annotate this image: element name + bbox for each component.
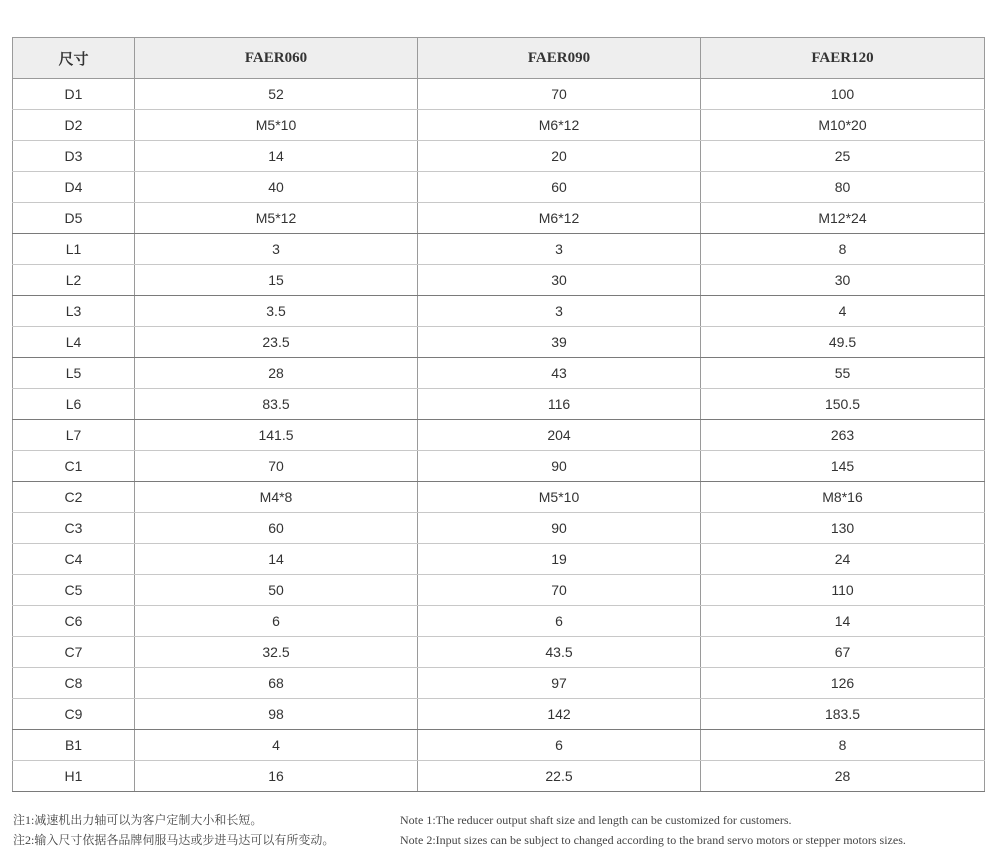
header-size: 尺寸 [13, 38, 135, 79]
note-en-2: Note 2:Input sizes can be subject to changed according to the brand servo motors or stepper motors sizes. [400, 833, 906, 847]
table-cell: 60 [418, 172, 701, 203]
table-cell: 14 [135, 141, 418, 172]
table-cell: 14 [701, 606, 985, 637]
table-cell: 145 [701, 451, 985, 482]
table-cell: 97 [418, 668, 701, 699]
table-row [13, 389, 985, 420]
table-header-row [13, 38, 985, 79]
table-row [13, 606, 985, 637]
row-label: D3 [13, 141, 135, 172]
table-cell: M5*12 [135, 203, 418, 234]
table-cell: 55 [701, 358, 985, 389]
table-cell: 70 [418, 79, 701, 110]
table-cell: 8 [701, 730, 985, 761]
table-row [13, 451, 985, 482]
table-row [13, 110, 985, 141]
table-cell: 3.5 [135, 296, 418, 327]
table-cell: 70 [418, 575, 701, 606]
table-row [13, 296, 985, 327]
table-cell: 50 [135, 575, 418, 606]
row-label: D5 [13, 203, 135, 234]
row-label: L5 [13, 358, 135, 389]
table-cell: 60 [135, 513, 418, 544]
row-label: C3 [13, 513, 135, 544]
table-cell: 130 [701, 513, 985, 544]
table-cell: 8 [701, 234, 985, 265]
row-label: C5 [13, 575, 135, 606]
table-row [13, 482, 985, 513]
table-cell: M10*20 [701, 110, 985, 141]
table-row [13, 637, 985, 668]
table-cell: M4*8 [135, 482, 418, 513]
table-cell: 3 [418, 296, 701, 327]
table-cell: 3 [135, 234, 418, 265]
table-cell: 25 [701, 141, 985, 172]
table-row [13, 172, 985, 203]
note-cn-1: 注1:减速机出力轴可以为客户定制大小和长短。 [13, 813, 263, 827]
table-cell: 204 [418, 420, 701, 451]
table-cell: M5*10 [418, 482, 701, 513]
table-cell: 6 [418, 606, 701, 637]
table-cell: 98 [135, 699, 418, 730]
row-label: C2 [13, 482, 135, 513]
table-row [13, 327, 985, 358]
table-cell: 150.5 [701, 389, 985, 420]
table-cell: 6 [418, 730, 701, 761]
table-cell: 90 [418, 451, 701, 482]
table-cell: 4 [701, 296, 985, 327]
table-cell: 15 [135, 265, 418, 296]
row-label: L4 [13, 327, 135, 358]
table-cell: 30 [418, 265, 701, 296]
table-cell: 3 [418, 234, 701, 265]
table-row [13, 203, 985, 234]
notes-chinese [13, 810, 334, 850]
row-label: C4 [13, 544, 135, 575]
table-cell: M5*10 [135, 110, 418, 141]
table-row [13, 699, 985, 730]
table-cell: 28 [135, 358, 418, 389]
table-cell: 39 [418, 327, 701, 358]
table-cell: 183.5 [701, 699, 985, 730]
table-cell: 40 [135, 172, 418, 203]
table-row [13, 761, 985, 792]
table-cell: 68 [135, 668, 418, 699]
table-cell: 67 [701, 637, 985, 668]
header-faer060: FAER060 [135, 38, 418, 79]
row-label: C8 [13, 668, 135, 699]
table-cell: 142 [418, 699, 701, 730]
table-cell: 14 [135, 544, 418, 575]
table-cell: 20 [418, 141, 701, 172]
note-en-1: Note 1:The reducer output shaft size and length can be customized for customers. [400, 813, 792, 827]
header-faer120: FAER120 [701, 38, 985, 79]
table-row [13, 575, 985, 606]
row-label: C1 [13, 451, 135, 482]
notes-english [400, 810, 906, 850]
table-row [13, 544, 985, 575]
table-cell: 43.5 [418, 637, 701, 668]
table-row [13, 79, 985, 110]
table-cell: 28 [701, 761, 985, 792]
table-cell: 16 [135, 761, 418, 792]
table-cell: 22.5 [418, 761, 701, 792]
table-cell: 83.5 [135, 389, 418, 420]
table-cell: M8*16 [701, 482, 985, 513]
table-cell: M6*12 [418, 110, 701, 141]
table-cell: 24 [701, 544, 985, 575]
table-cell: 4 [135, 730, 418, 761]
row-label: D2 [13, 110, 135, 141]
table-cell: M12*24 [701, 203, 985, 234]
spec-table [12, 37, 985, 792]
row-label: B1 [13, 730, 135, 761]
table-cell: 32.5 [135, 637, 418, 668]
row-label: H1 [13, 761, 135, 792]
table-cell: 49.5 [701, 327, 985, 358]
note-cn-2: 注2:输入尺寸依据各品牌伺服马达或步进马达可以有所变动。 [13, 833, 335, 847]
table-cell: 100 [701, 79, 985, 110]
table-cell: 110 [701, 575, 985, 606]
table-row [13, 513, 985, 544]
row-label: L1 [13, 234, 135, 265]
table-row [13, 265, 985, 296]
table-cell: 70 [135, 451, 418, 482]
header-faer090: FAER090 [418, 38, 701, 79]
table-body [13, 79, 985, 792]
table-cell: 80 [701, 172, 985, 203]
table-cell: 19 [418, 544, 701, 575]
row-label: L7 [13, 420, 135, 451]
row-label: D1 [13, 79, 135, 110]
row-label: L2 [13, 265, 135, 296]
row-label: C7 [13, 637, 135, 668]
table-cell: 30 [701, 265, 985, 296]
table-row [13, 668, 985, 699]
table-cell: 141.5 [135, 420, 418, 451]
table-cell: M6*12 [418, 203, 701, 234]
table-cell: 6 [135, 606, 418, 637]
table-cell: 126 [701, 668, 985, 699]
table-cell: 43 [418, 358, 701, 389]
table-row [13, 420, 985, 451]
row-label: C9 [13, 699, 135, 730]
table-cell: 23.5 [135, 327, 418, 358]
table-row [13, 730, 985, 761]
table-row [13, 358, 985, 389]
table-cell: 52 [135, 79, 418, 110]
row-label: C6 [13, 606, 135, 637]
table-cell: 90 [418, 513, 701, 544]
row-label: D4 [13, 172, 135, 203]
row-label: L6 [13, 389, 135, 420]
table-cell: 116 [418, 389, 701, 420]
table-row [13, 141, 985, 172]
table-row [13, 234, 985, 265]
table-cell: 263 [701, 420, 985, 451]
row-label: L3 [13, 296, 135, 327]
